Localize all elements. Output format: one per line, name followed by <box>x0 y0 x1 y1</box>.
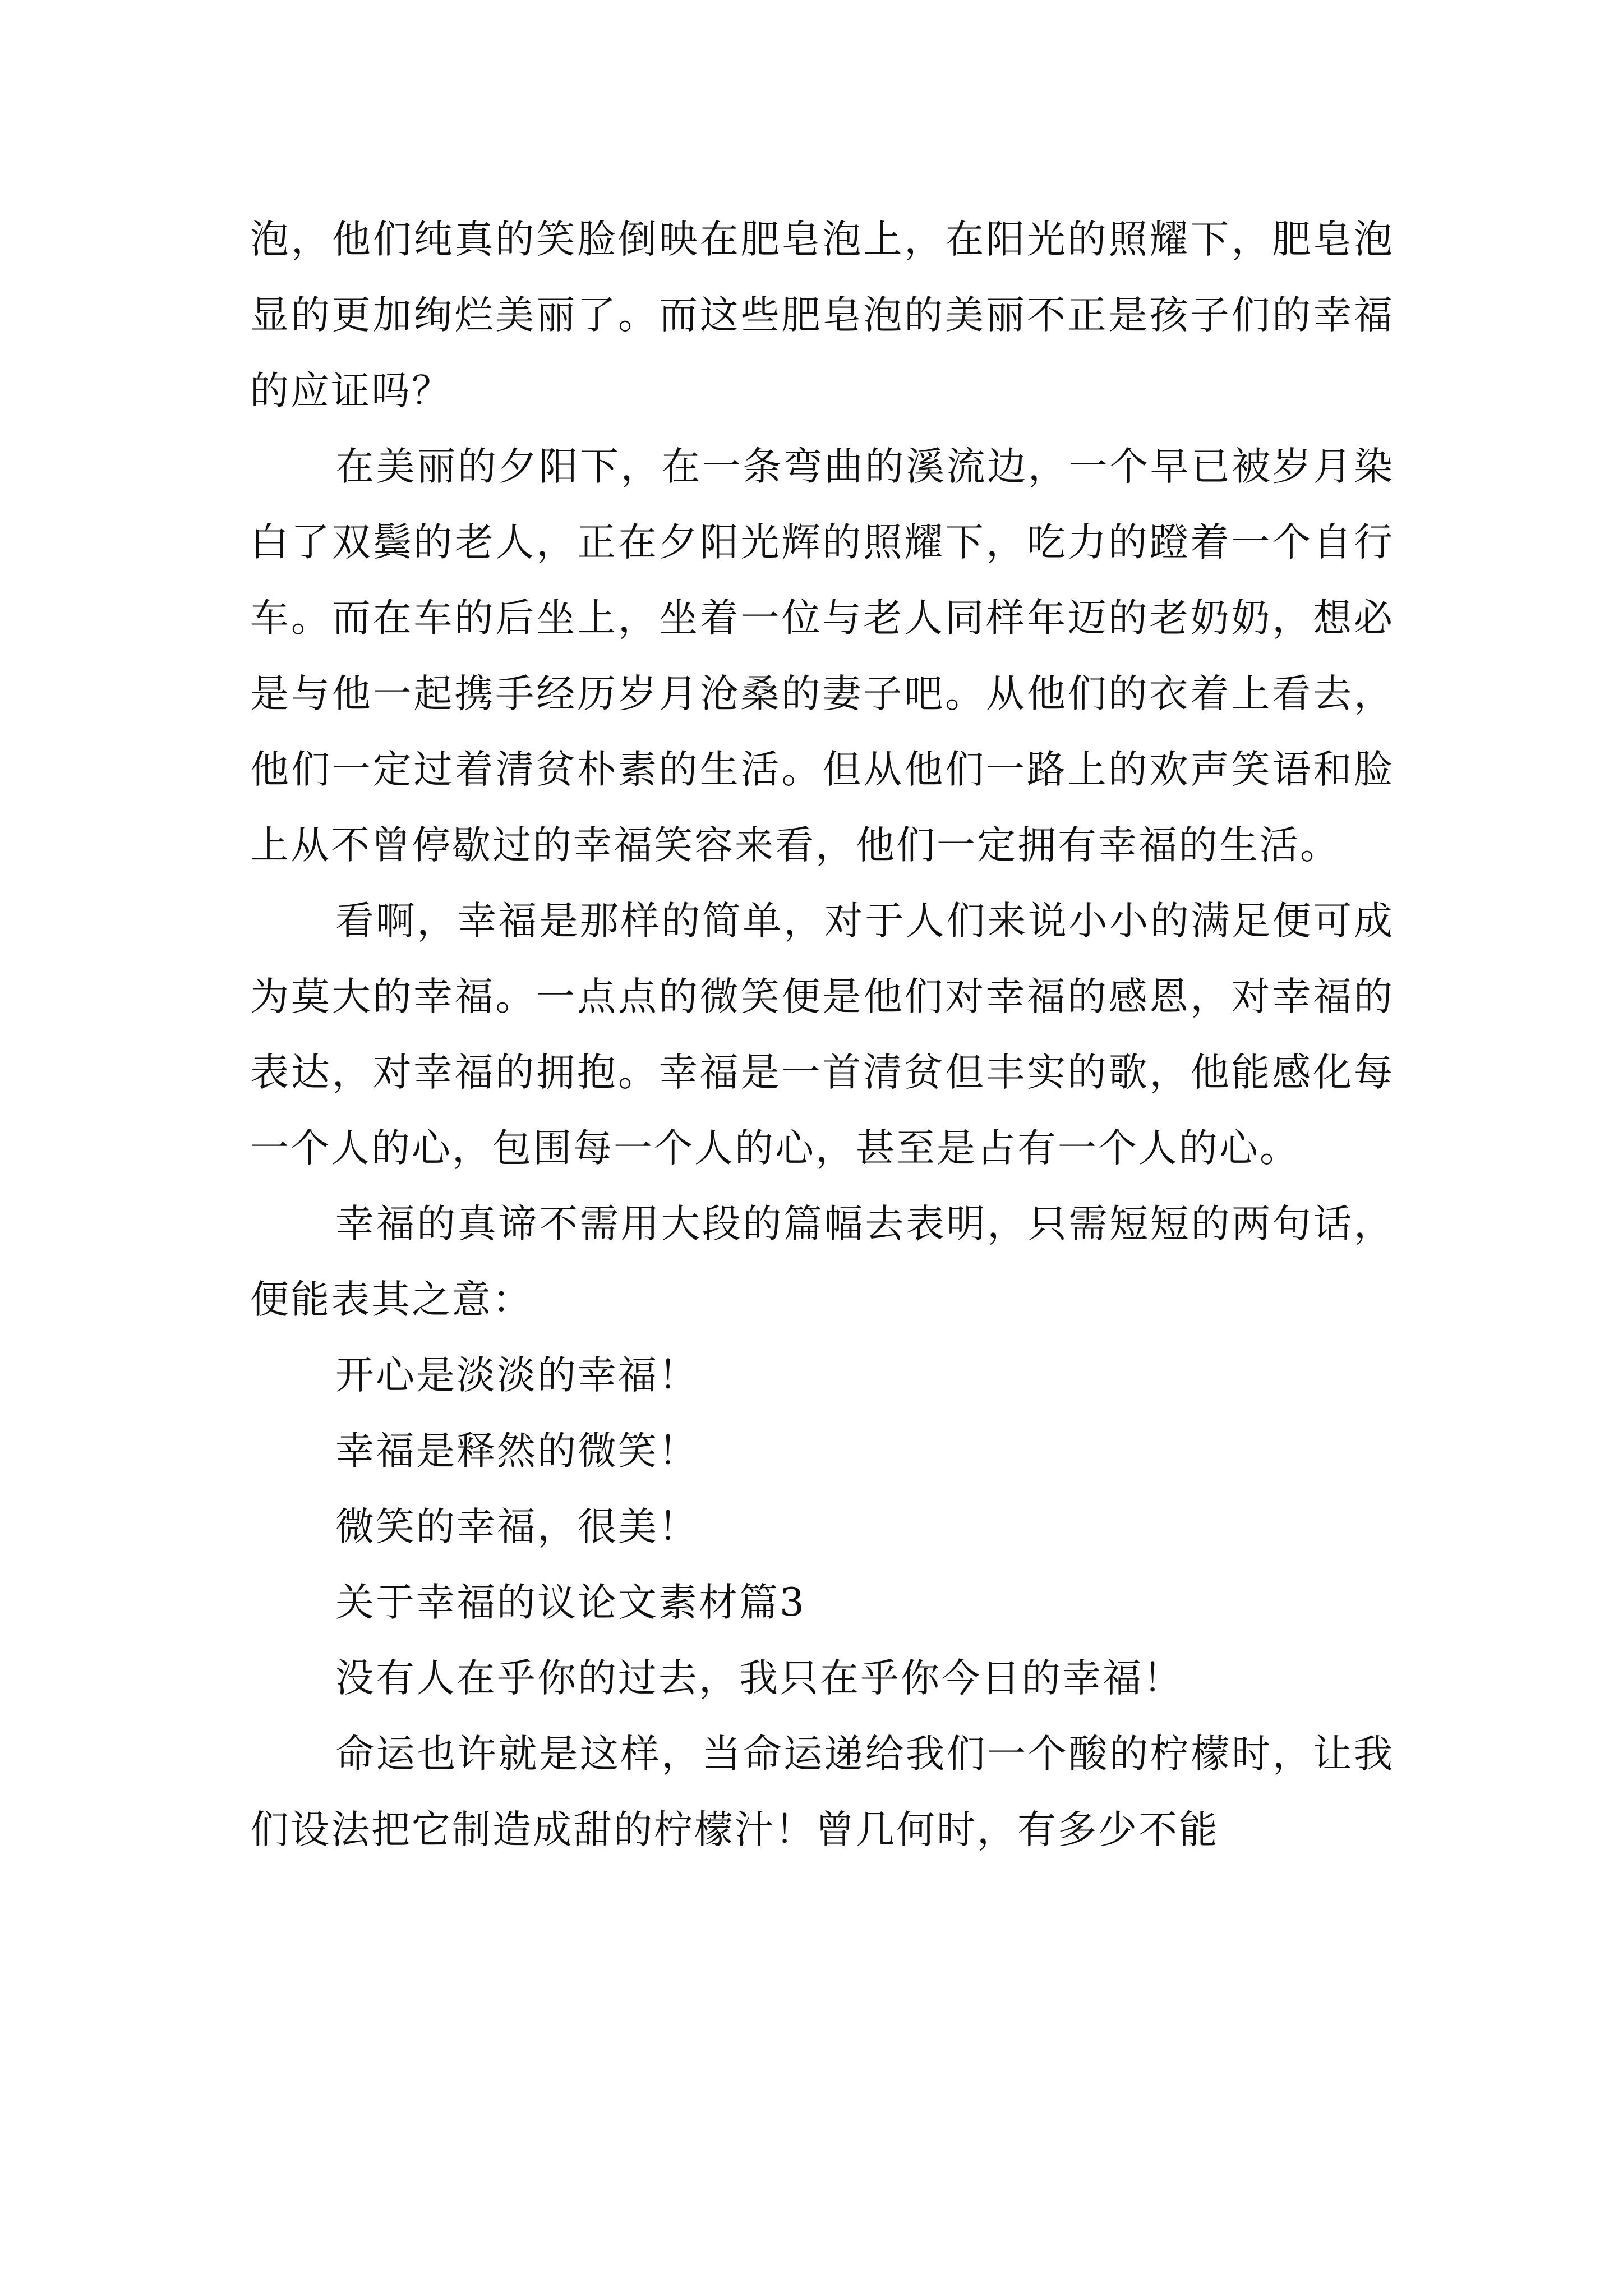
body-text <box>250 202 1394 1868</box>
paragraph: 命运也许就是这样，当命运递给我们一个酸的柠檬时，让我们设法把它制造成甜的柠檬汁！曾几何时，有多少不能 <box>250 1732 1394 1852</box>
paragraph: 微笑的幸福，很美！ <box>335 1504 699 1549</box>
paragraph: 看啊，幸福是那样的简单，对于人们来说小小的满足便可成为莫大的幸福。一点点的微笑便是他们对幸福的感恩，对幸福的表达，对幸福的拥抱。幸福是一首清贫但丰实的歌，他能感化每一个人的心，包围每一个人的心，甚至是占有一个人的心。 <box>250 899 1394 1171</box>
section-heading: 关于幸福的议论文素材篇3 <box>335 1580 806 1625</box>
paragraph: 泡，他们纯真的笑脸倒映在肥皂泡上，在阳光的照耀下，肥皂泡显的更加绚烂美丽了。而这些肥皂泡的美丽不正是孩子们的幸福的应证吗？ <box>250 217 1394 413</box>
paragraph: 在美丽的夕阳下，在一条弯曲的溪流边，一个早已被岁月染白了双鬓的老人，正在夕阳光辉的照耀下，吃力的蹬着一个自行车。而在车的后坐上，坐着一位与老人同样年迈的老奶奶，想必是与他一起携手经历岁月沧桑的妻子吧。从他们的衣着上看去，他们一定过着清贫朴素的生活。但从他们一路上的欢声笑语和脸上从不曾停歇过的幸福笑容来看，他们一定拥有幸福的生活。 <box>250 444 1394 868</box>
paragraph: 幸福的真谛不需用大段的篇幅去表明，只需短短的两句话，便能表其之意： <box>250 1202 1394 1322</box>
paragraph: 没有人在乎你的过去，我只在乎你今日的幸福！ <box>335 1656 1183 1701</box>
paragraph: 开心是淡淡的幸福！ <box>335 1353 699 1398</box>
paragraph: 幸福是释然的微笑！ <box>335 1429 699 1474</box>
